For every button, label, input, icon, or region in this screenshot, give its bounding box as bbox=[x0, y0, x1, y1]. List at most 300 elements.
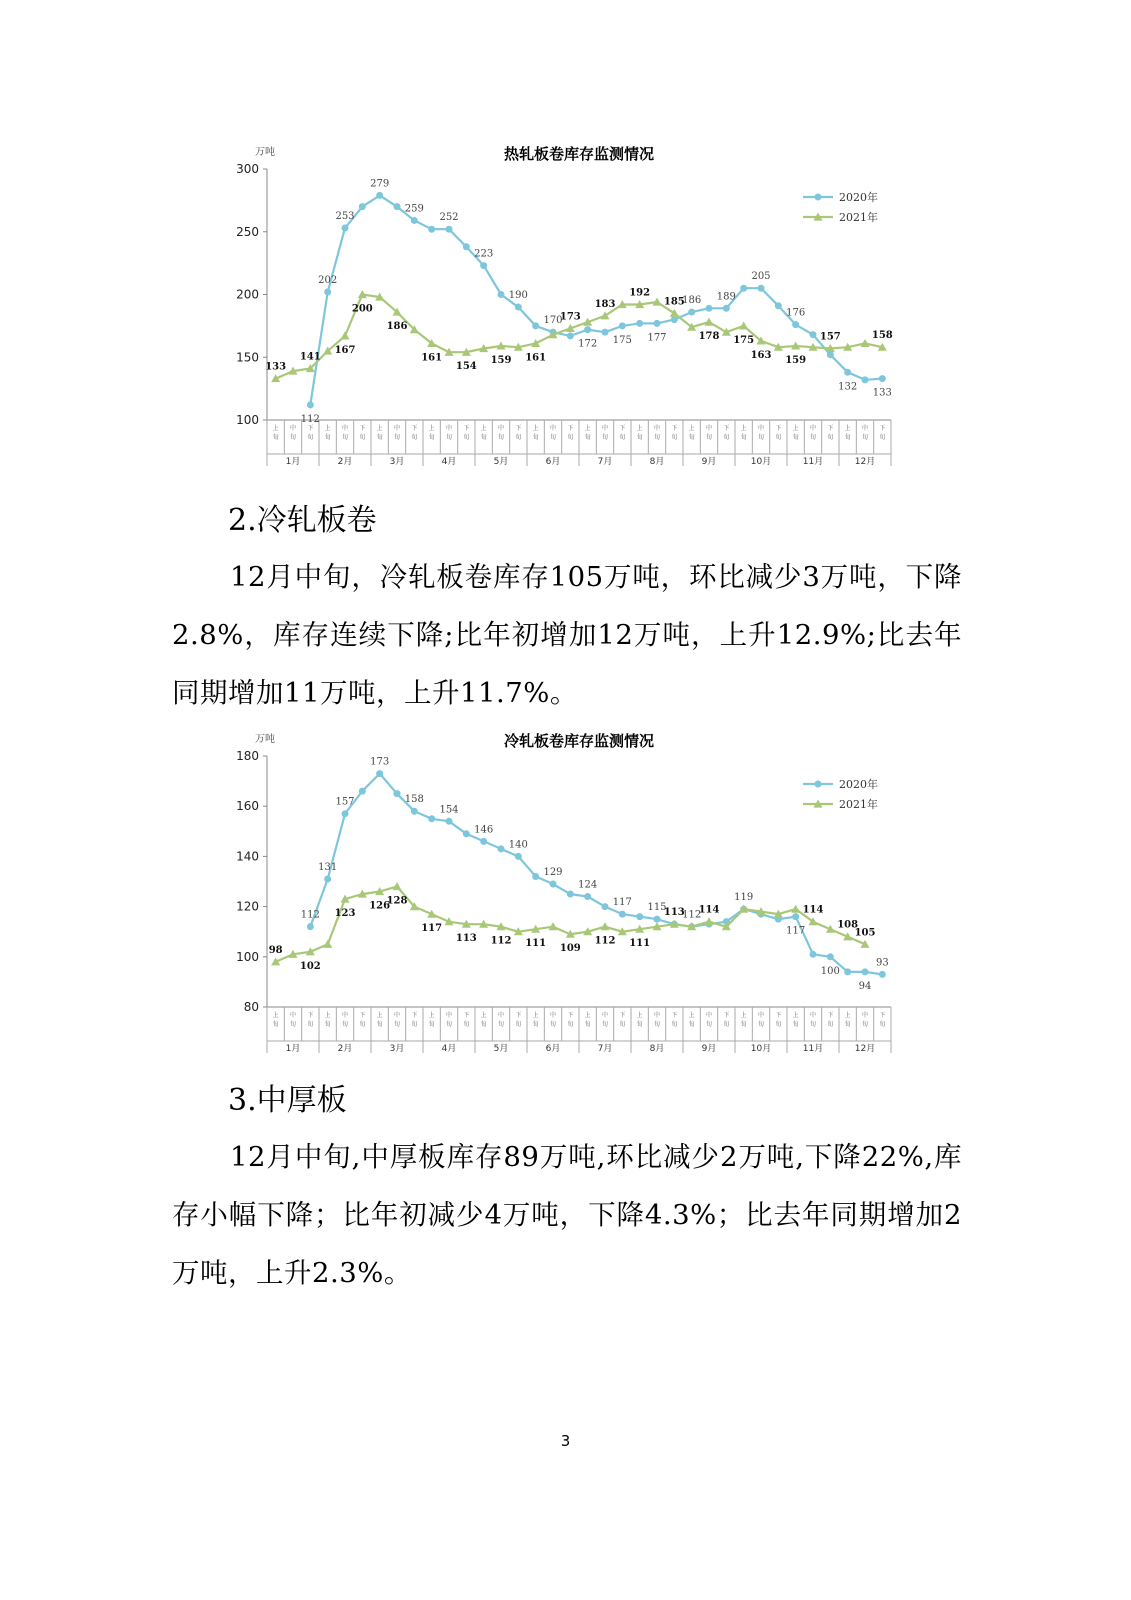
x-month-label: 4月 bbox=[441, 457, 457, 467]
x-subtick-label: 下 bbox=[723, 1012, 730, 1019]
series-2020-data-label: 157 bbox=[335, 796, 355, 808]
series-2020-data-label: 124 bbox=[578, 879, 598, 891]
x-subtick-label: 中 bbox=[497, 1012, 505, 1019]
series-2021-data-label: 128 bbox=[386, 895, 408, 907]
series-2020-point bbox=[532, 873, 539, 880]
series-2021-data-label: 173 bbox=[559, 311, 581, 323]
x-subtick-label: 旬 bbox=[480, 1021, 487, 1028]
x-month-label: 8月 bbox=[649, 457, 665, 467]
x-subtick-label: 中 bbox=[341, 1012, 349, 1019]
x-subtick-label: 旬 bbox=[705, 434, 713, 441]
x-month-label: 9月 bbox=[701, 1044, 717, 1054]
series-2020-data-label: 112 bbox=[682, 909, 702, 921]
x-subtick-label: 上 bbox=[636, 425, 643, 432]
series-2020-point bbox=[636, 913, 643, 920]
series-2020-point bbox=[827, 351, 834, 358]
x-subtick-label: 下 bbox=[671, 425, 678, 432]
series-2021-data-label: 161 bbox=[525, 352, 547, 364]
cold-rolled-inventory-chart bbox=[215, 722, 905, 1054]
series-2020-point bbox=[654, 916, 661, 923]
x-subtick-label: 旬 bbox=[307, 434, 314, 441]
series-2020-data-label: 94 bbox=[858, 980, 872, 992]
x-month-label: 7月 bbox=[597, 457, 613, 467]
x-subtick-label: 上 bbox=[688, 425, 695, 432]
chart-title: 冷轧板卷库存监测情况 bbox=[503, 732, 655, 750]
x-subtick-label: 中 bbox=[653, 1012, 661, 1019]
x-subtick-label: 上 bbox=[480, 1012, 487, 1019]
x-subtick-label: 旬 bbox=[307, 1021, 314, 1028]
x-month-label: 12月 bbox=[854, 457, 876, 467]
y-tick-label: 100 bbox=[236, 949, 259, 964]
x-subtick-label: 上 bbox=[376, 425, 383, 432]
x-subtick-label: 下 bbox=[307, 425, 314, 432]
legend-2020-marker bbox=[815, 781, 822, 788]
y-tick-label: 160 bbox=[236, 799, 259, 814]
series-2020-point bbox=[567, 332, 574, 339]
series-2020-point bbox=[446, 818, 453, 825]
x-month-label: 8月 bbox=[649, 1044, 665, 1054]
x-month-label: 11月 bbox=[802, 457, 824, 467]
y-tick-label: 100 bbox=[236, 413, 259, 427]
series-2020-data-label: 117 bbox=[612, 897, 632, 909]
series-2020-point bbox=[446, 226, 453, 233]
series-2021-data-label: 108 bbox=[837, 919, 859, 931]
series-2020-data-label: 202 bbox=[318, 274, 338, 286]
x-subtick-label: 旬 bbox=[376, 434, 383, 441]
series-2021-data-label: 158 bbox=[871, 330, 893, 342]
x-subtick-label: 中 bbox=[445, 1012, 453, 1019]
series-2021-data-label: 112 bbox=[594, 935, 616, 947]
series-2020-data-label: 170 bbox=[543, 315, 563, 327]
x-subtick-label: 旬 bbox=[289, 1021, 297, 1028]
x-subtick-label: 中 bbox=[393, 425, 401, 432]
x-subtick-label: 下 bbox=[307, 1012, 314, 1019]
x-subtick-label: 旬 bbox=[549, 434, 557, 441]
series-2021-data-label: 114 bbox=[698, 904, 720, 916]
x-subtick-label: 旬 bbox=[393, 1021, 401, 1028]
x-subtick-label: 旬 bbox=[619, 1021, 626, 1028]
x-month-label: 10月 bbox=[750, 457, 772, 467]
x-subtick-label: 旬 bbox=[636, 1021, 643, 1028]
x-subtick-label: 旬 bbox=[272, 434, 279, 441]
series-2020-point bbox=[498, 291, 505, 298]
series-2020-point bbox=[879, 971, 886, 978]
series-2020-data-label: 186 bbox=[682, 295, 702, 307]
series-2020-point bbox=[515, 853, 522, 860]
x-subtick-label: 中 bbox=[289, 425, 297, 432]
series-2020-point bbox=[619, 322, 626, 329]
series-2020-point bbox=[463, 830, 470, 837]
x-subtick-label: 上 bbox=[792, 1012, 799, 1019]
series-2020-point bbox=[619, 911, 626, 918]
series-2021-data-label: 126 bbox=[369, 900, 391, 912]
series-2021-data-label: 113 bbox=[663, 907, 685, 919]
series-2020-point bbox=[706, 305, 713, 312]
x-subtick-label: 上 bbox=[792, 425, 799, 432]
series-2021-data-label: 186 bbox=[386, 321, 408, 333]
legend-2021-label: 2021年 bbox=[839, 798, 878, 811]
series-2021-data-label: 175 bbox=[733, 334, 755, 346]
series-2020-point bbox=[862, 376, 869, 383]
x-subtick-label: 旬 bbox=[584, 1021, 591, 1028]
y-unit-label: 万吨 bbox=[255, 734, 275, 745]
series-2021-data-label: 111 bbox=[629, 938, 651, 950]
x-subtick-label: 上 bbox=[740, 1012, 747, 1019]
series-2020-point bbox=[359, 788, 366, 795]
x-subtick-label: 旬 bbox=[393, 434, 401, 441]
x-subtick-label: 旬 bbox=[515, 434, 522, 441]
series-2021-point bbox=[341, 331, 350, 339]
x-subtick-label: 下 bbox=[827, 425, 834, 432]
x-subtick-label: 中 bbox=[757, 1012, 765, 1019]
x-subtick-label: 下 bbox=[723, 425, 730, 432]
x-subtick-label: 旬 bbox=[757, 1021, 765, 1028]
x-subtick-label: 旬 bbox=[844, 1021, 851, 1028]
series-2020-data-label: 93 bbox=[875, 957, 889, 969]
x-subtick-label: 下 bbox=[775, 425, 782, 432]
section-heading-cold-rolled: 2.冷轧板卷 bbox=[228, 503, 377, 538]
series-2020-data-label: 205 bbox=[751, 271, 771, 283]
series-2020-data-label: 190 bbox=[508, 290, 528, 302]
series-2020-point bbox=[810, 951, 817, 958]
series-2021-data-label: 114 bbox=[802, 904, 824, 916]
x-subtick-label: 旬 bbox=[445, 434, 453, 441]
series-2020-point bbox=[688, 309, 695, 316]
x-subtick-label: 旬 bbox=[289, 434, 297, 441]
series-2020-point bbox=[428, 226, 435, 233]
x-subtick-label: 下 bbox=[879, 425, 886, 432]
x-subtick-label: 上 bbox=[324, 425, 331, 432]
series-2021-data-label: 117 bbox=[421, 923, 443, 935]
series-2020-data-label: 131 bbox=[318, 861, 338, 873]
x-subtick-label: 旬 bbox=[549, 1021, 557, 1028]
y-tick-label: 300 bbox=[236, 162, 259, 176]
x-subtick-label: 上 bbox=[636, 1012, 643, 1019]
series-2021-data-label: 157 bbox=[819, 331, 841, 343]
series-2020-data-label: 117 bbox=[786, 925, 806, 937]
x-subtick-label: 中 bbox=[705, 425, 713, 432]
x-subtick-label: 旬 bbox=[341, 1021, 349, 1028]
x-subtick-label: 旬 bbox=[601, 434, 609, 441]
x-subtick-label: 旬 bbox=[775, 434, 782, 441]
series-2020-data-label: 146 bbox=[474, 824, 494, 836]
series-2020-data-label: 279 bbox=[370, 178, 390, 190]
x-subtick-label: 旬 bbox=[272, 1021, 279, 1028]
series-2020-data-label: 132 bbox=[838, 381, 858, 393]
series-2020-data-label: 133 bbox=[872, 387, 892, 399]
x-subtick-label: 上 bbox=[272, 1012, 279, 1019]
series-2020-point bbox=[342, 810, 349, 817]
x-subtick-label: 下 bbox=[515, 1012, 522, 1019]
chart-title: 热轧板卷库存监测情况 bbox=[503, 145, 655, 163]
series-2021-data-label: 141 bbox=[299, 351, 321, 363]
x-subtick-label: 上 bbox=[272, 425, 279, 432]
series-2020-data-label: 115 bbox=[647, 902, 667, 914]
x-subtick-label: 中 bbox=[549, 425, 557, 432]
x-subtick-label: 旬 bbox=[861, 1021, 869, 1028]
x-subtick-label: 旬 bbox=[532, 1021, 539, 1028]
x-subtick-label: 上 bbox=[532, 425, 539, 432]
series-2021-data-label: 159 bbox=[490, 354, 512, 366]
x-subtick-label: 下 bbox=[359, 1012, 366, 1019]
x-subtick-label: 旬 bbox=[619, 434, 626, 441]
x-subtick-label: 旬 bbox=[879, 434, 886, 441]
x-subtick-label: 旬 bbox=[376, 1021, 383, 1028]
y-tick-label: 80 bbox=[243, 1000, 259, 1014]
series-2020-data-label: 129 bbox=[543, 867, 563, 879]
x-subtick-label: 旬 bbox=[809, 1021, 817, 1028]
x-subtick-label: 旬 bbox=[809, 434, 817, 441]
series-2020-point bbox=[567, 891, 574, 898]
x-subtick-label: 旬 bbox=[359, 434, 366, 441]
series-2020-data-label: 177 bbox=[647, 332, 667, 344]
x-subtick-label: 旬 bbox=[584, 434, 591, 441]
series-2020-point bbox=[342, 224, 349, 231]
y-tick-label: 120 bbox=[236, 899, 259, 914]
x-subtick-label: 中 bbox=[497, 425, 505, 432]
x-subtick-label: 旬 bbox=[653, 434, 661, 441]
series-2021-data-label: 159 bbox=[785, 354, 807, 366]
x-subtick-label: 上 bbox=[584, 1012, 591, 1019]
series-2021-point bbox=[393, 882, 402, 890]
series-2020-point bbox=[550, 881, 557, 888]
series-2020-point bbox=[376, 770, 383, 777]
x-subtick-label: 旬 bbox=[567, 1021, 574, 1028]
x-subtick-label: 中 bbox=[861, 425, 869, 432]
x-month-label: 9月 bbox=[701, 457, 717, 467]
section-paragraph-cold-rolled: 12月中旬，冷轧板卷库存105万吨，环比减少3万吨，下降2.8%，库存连续下降;比年初增加12万吨，上升12.9%;比去年同期增加11万吨，上升11.7%。 bbox=[172, 561, 962, 709]
x-subtick-label: 旬 bbox=[861, 434, 869, 441]
series-2020-point bbox=[498, 845, 505, 852]
series-2021-point bbox=[705, 917, 714, 925]
x-subtick-label: 上 bbox=[532, 1012, 539, 1019]
series-2020-point bbox=[584, 326, 591, 333]
x-subtick-label: 下 bbox=[619, 1012, 626, 1019]
series-2020-point bbox=[602, 329, 609, 336]
series-2021-data-label: 167 bbox=[334, 344, 356, 356]
x-subtick-label: 中 bbox=[757, 425, 765, 432]
series-2020-point bbox=[480, 262, 487, 269]
x-subtick-label: 旬 bbox=[757, 434, 765, 441]
x-subtick-label: 中 bbox=[809, 425, 817, 432]
series-2020-point bbox=[324, 875, 331, 882]
y-unit-label: 万吨 bbox=[255, 147, 275, 158]
x-subtick-label: 旬 bbox=[463, 434, 470, 441]
series-2021-point bbox=[739, 321, 748, 329]
x-subtick-label: 上 bbox=[428, 1012, 435, 1019]
x-subtick-label: 下 bbox=[411, 425, 418, 432]
series-2020-point bbox=[862, 968, 869, 975]
series-2021-data-label: 185 bbox=[663, 296, 685, 308]
y-tick-label: 150 bbox=[236, 350, 259, 365]
series-2020-point bbox=[532, 322, 539, 329]
x-subtick-label: 下 bbox=[775, 1012, 782, 1019]
x-month-label: 3月 bbox=[389, 457, 405, 467]
series-2021-data-label: 111 bbox=[525, 938, 547, 950]
x-month-label: 7月 bbox=[597, 1044, 613, 1054]
series-2021-data-label: 133 bbox=[265, 361, 287, 373]
x-subtick-label: 旬 bbox=[359, 1021, 366, 1028]
x-subtick-label: 旬 bbox=[844, 434, 851, 441]
x-subtick-label: 旬 bbox=[792, 1021, 799, 1028]
series-2020-point bbox=[515, 304, 522, 311]
x-subtick-label: 旬 bbox=[428, 1021, 435, 1028]
series-2020-point bbox=[307, 923, 314, 930]
x-subtick-label: 旬 bbox=[775, 1021, 782, 1028]
x-subtick-label: 下 bbox=[463, 425, 470, 432]
hot-rolled-inventory-chart bbox=[215, 135, 905, 467]
x-month-label: 5月 bbox=[493, 457, 509, 467]
series-2020-data-label: 158 bbox=[404, 794, 424, 806]
series-2020-point bbox=[428, 815, 435, 822]
chart-svg bbox=[215, 722, 905, 1054]
legend-2020-label: 2020年 bbox=[839, 191, 878, 204]
series-2020-point bbox=[775, 302, 782, 309]
x-subtick-label: 中 bbox=[705, 1012, 713, 1019]
x-subtick-label: 中 bbox=[861, 1012, 869, 1019]
legend-2020-label: 2020年 bbox=[839, 778, 878, 791]
x-subtick-label: 下 bbox=[619, 425, 626, 432]
series-2021-data-label: 200 bbox=[351, 303, 373, 315]
series-2020-point bbox=[654, 320, 661, 327]
series-2021-point bbox=[791, 905, 800, 913]
series-2020-point bbox=[827, 953, 834, 960]
series-2020-point bbox=[394, 790, 401, 797]
series-2020-point bbox=[740, 285, 747, 292]
x-subtick-label: 下 bbox=[567, 425, 574, 432]
x-month-label: 4月 bbox=[441, 1044, 457, 1054]
x-subtick-label: 旬 bbox=[671, 434, 678, 441]
x-subtick-label: 下 bbox=[411, 1012, 418, 1019]
series-2020-point bbox=[636, 320, 643, 327]
x-subtick-label: 旬 bbox=[723, 1021, 730, 1028]
page-number: 3 bbox=[560, 1432, 571, 1450]
x-subtick-label: 旬 bbox=[740, 1021, 747, 1028]
x-subtick-label: 下 bbox=[359, 425, 366, 432]
series-2020-data-label: 173 bbox=[370, 756, 390, 768]
x-subtick-label: 旬 bbox=[879, 1021, 886, 1028]
series-2020-data-label: 252 bbox=[439, 212, 459, 224]
x-subtick-label: 下 bbox=[463, 1012, 470, 1019]
series-2021-data-label: 161 bbox=[421, 352, 443, 364]
x-subtick-label: 旬 bbox=[567, 434, 574, 441]
series-2020-point bbox=[359, 203, 366, 210]
x-subtick-label: 中 bbox=[601, 425, 609, 432]
series-2020-point bbox=[602, 903, 609, 910]
series-2020-point bbox=[411, 217, 418, 224]
series-2020-point bbox=[758, 285, 765, 292]
x-subtick-label: 旬 bbox=[688, 434, 695, 441]
x-month-label: 1月 bbox=[285, 1044, 301, 1054]
y-tick-label: 140 bbox=[236, 849, 259, 864]
series-2020-point bbox=[844, 968, 851, 975]
x-subtick-label: 上 bbox=[324, 1012, 331, 1019]
series-2020-data-label: 100 bbox=[820, 965, 840, 977]
x-subtick-label: 旬 bbox=[341, 434, 349, 441]
legend-2020-marker bbox=[815, 194, 822, 201]
series-2020-data-label: 259 bbox=[404, 203, 424, 215]
x-subtick-label: 旬 bbox=[671, 1021, 678, 1028]
x-subtick-label: 上 bbox=[740, 425, 747, 432]
series-2021-data-label: 192 bbox=[629, 287, 651, 299]
series-2021-data-label: 154 bbox=[455, 361, 477, 373]
series-2021-data-label: 112 bbox=[490, 935, 512, 947]
series-2020-point bbox=[844, 369, 851, 376]
x-subtick-label: 旬 bbox=[497, 1021, 505, 1028]
series-2021-data-label: 178 bbox=[698, 331, 720, 343]
x-subtick-label: 旬 bbox=[601, 1021, 609, 1028]
x-subtick-label: 下 bbox=[567, 1012, 574, 1019]
series-2020-point bbox=[463, 243, 470, 250]
x-subtick-label: 上 bbox=[376, 1012, 383, 1019]
x-subtick-label: 中 bbox=[289, 1012, 297, 1019]
series-2021-data-label: 109 bbox=[559, 943, 581, 955]
x-subtick-label: 中 bbox=[653, 425, 661, 432]
x-subtick-label: 旬 bbox=[428, 434, 435, 441]
series-2020-point bbox=[671, 316, 678, 323]
series-2020-data-label: 112 bbox=[300, 909, 320, 921]
series-2021-data-label: 163 bbox=[750, 349, 772, 361]
x-month-label: 5月 bbox=[493, 1044, 509, 1054]
x-subtick-label: 旬 bbox=[705, 1021, 713, 1028]
x-subtick-label: 旬 bbox=[653, 1021, 661, 1028]
x-subtick-label: 旬 bbox=[324, 434, 331, 441]
x-subtick-label: 中 bbox=[601, 1012, 609, 1019]
x-subtick-label: 下 bbox=[827, 1012, 834, 1019]
x-subtick-label: 上 bbox=[584, 425, 591, 432]
x-subtick-label: 旬 bbox=[411, 434, 418, 441]
x-subtick-label: 旬 bbox=[324, 1021, 331, 1028]
x-subtick-label: 旬 bbox=[515, 1021, 522, 1028]
x-subtick-label: 中 bbox=[445, 425, 453, 432]
y-tick-label: 180 bbox=[236, 749, 259, 763]
series-2020-data-label: 172 bbox=[578, 338, 598, 350]
x-subtick-label: 旬 bbox=[827, 434, 834, 441]
x-month-label: 10月 bbox=[750, 1044, 772, 1054]
x-subtick-label: 旬 bbox=[480, 434, 487, 441]
x-subtick-label: 旬 bbox=[688, 1021, 695, 1028]
series-2020-point bbox=[810, 331, 817, 338]
series-2020-data-label: 119 bbox=[734, 892, 754, 904]
series-2020-data-label: 253 bbox=[335, 210, 355, 222]
x-subtick-label: 中 bbox=[809, 1012, 817, 1019]
series-2020-data-label: 154 bbox=[439, 804, 459, 816]
x-subtick-label: 下 bbox=[515, 425, 522, 432]
series-2020-point bbox=[723, 305, 730, 312]
series-2020-data-label: 112 bbox=[300, 413, 320, 425]
series-2021-data-label: 183 bbox=[594, 298, 616, 310]
y-tick-label: 250 bbox=[236, 224, 259, 239]
series-2020-data-label: 175 bbox=[612, 334, 632, 346]
x-subtick-label: 旬 bbox=[463, 1021, 470, 1028]
x-month-label: 11月 bbox=[802, 1044, 824, 1054]
x-subtick-label: 旬 bbox=[740, 434, 747, 441]
section-heading-medium-plate: 3.中厚板 bbox=[228, 1083, 347, 1118]
x-subtick-label: 旬 bbox=[445, 1021, 453, 1028]
x-month-label: 3月 bbox=[389, 1044, 405, 1054]
x-subtick-label: 中 bbox=[393, 1012, 401, 1019]
x-subtick-label: 上 bbox=[480, 425, 487, 432]
series-2020-point bbox=[792, 321, 799, 328]
series-2020-data-label: 176 bbox=[786, 307, 806, 319]
x-subtick-label: 旬 bbox=[497, 434, 505, 441]
legend-2021-label: 2021年 bbox=[839, 211, 878, 224]
series-2020-point bbox=[792, 913, 799, 920]
x-subtick-label: 上 bbox=[428, 425, 435, 432]
series-2021-point bbox=[323, 940, 332, 948]
series-2021-data-label: 102 bbox=[299, 960, 321, 972]
x-subtick-label: 旬 bbox=[411, 1021, 418, 1028]
